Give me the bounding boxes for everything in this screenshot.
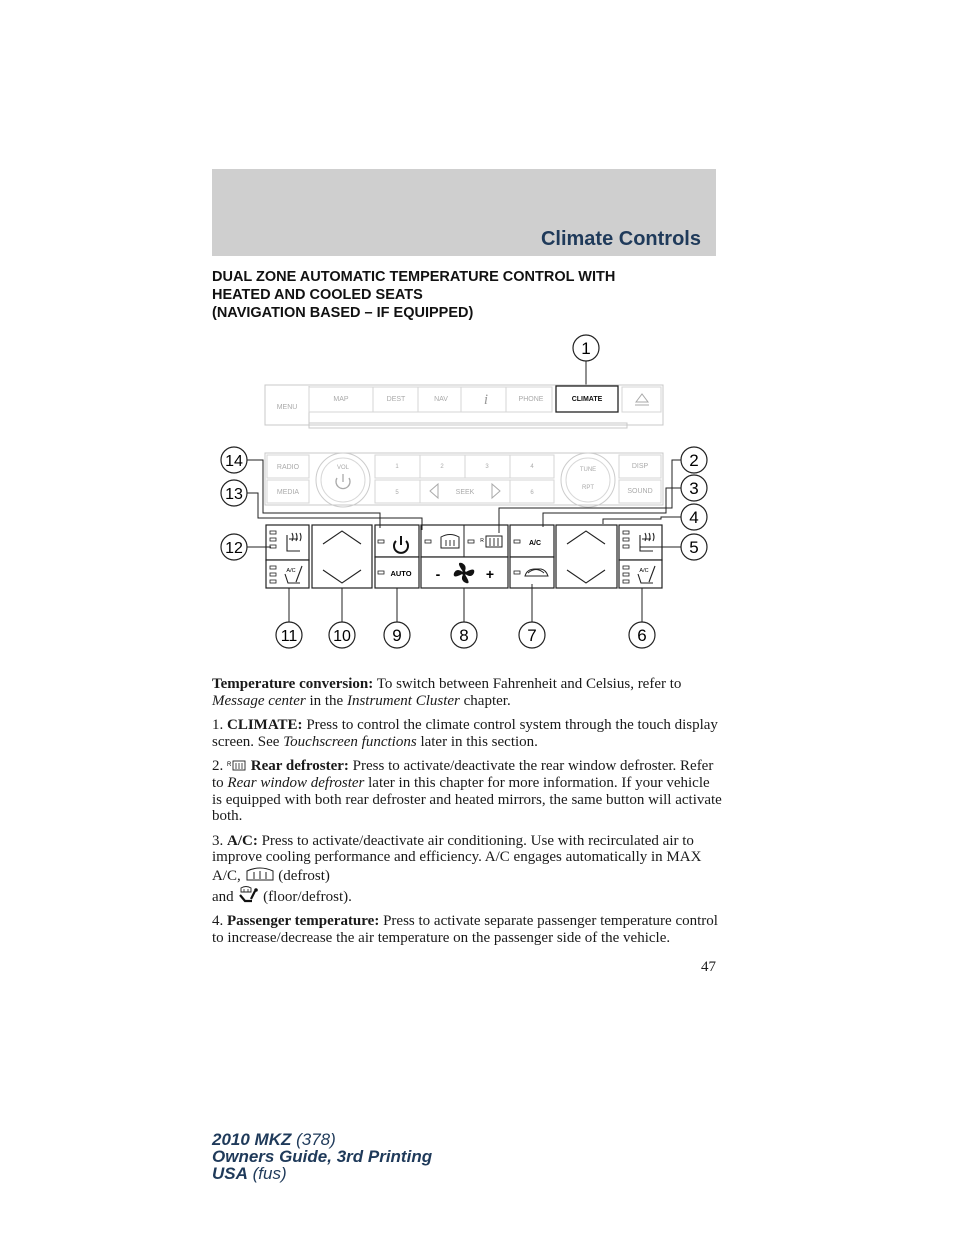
svg-text:1: 1	[581, 339, 591, 358]
callout-9	[384, 622, 410, 648]
passenger-cooled-seat-label: A/C	[639, 568, 649, 574]
seek-label: SEEK	[455, 489, 475, 496]
callout-10	[329, 622, 355, 648]
preset-1: 1	[395, 464, 399, 470]
top-nav-panel	[265, 385, 663, 428]
climate-button: CLIMATE	[571, 396, 603, 403]
footer: 2010 MKZ (378) Owners Guide, 3rd Printing USA (fus)	[212, 1130, 433, 1183]
svg-text:3: 3	[689, 479, 699, 498]
chapter-title: Climate Controls	[540, 228, 701, 250]
body-text	[212, 676, 722, 954]
page-number: 47	[701, 959, 716, 975]
svg-text:4: 4	[689, 508, 699, 527]
rear-defrost-icon	[227, 760, 247, 772]
callout-11	[276, 622, 302, 648]
callout-14	[221, 447, 247, 473]
callout-6	[629, 622, 655, 648]
svg-text:5: 5	[689, 538, 699, 557]
svg-text:7: 7	[527, 626, 537, 645]
svg-text:6: 6	[637, 626, 647, 645]
preset-2: 2	[440, 464, 444, 470]
info-button: i	[483, 392, 489, 408]
sound-button: SOUND	[627, 488, 653, 495]
preset-5: 5	[395, 490, 399, 496]
fan-plus: +	[485, 566, 495, 582]
item-2-rear-defroster: 2. R Rear defroster: Press to activate/deactivate the rear window defroster. Refer to Rear window defroster later in this chapter for more information. If your vehicle is equipped with both rear defroster and heated mirrors, the same button will activate both.	[212, 758, 722, 825]
climate-panel	[266, 525, 662, 588]
radio-panel	[265, 453, 663, 507]
svg-text:13: 13	[225, 486, 243, 503]
preset-4: 4	[530, 464, 534, 470]
callout-1	[573, 335, 599, 386]
callout-7	[519, 622, 545, 648]
phone-button: PHONE	[518, 396, 544, 403]
nav-button: NAV	[434, 396, 448, 403]
vol-knob-label: VOL	[336, 465, 350, 471]
section-heading-line-2: HEATED AND COOLED SEATS	[212, 287, 423, 303]
preset-3: 3	[485, 464, 489, 470]
disp-button: DISP	[631, 463, 649, 470]
item-4-passenger-temperature: 4. Passenger temperature: Press to activate separate passenger temperature control to increase/decrease the air temperature on the passenger side of the vehicle.	[212, 913, 718, 946]
callout-4	[681, 504, 707, 530]
rpt-label: RPT	[582, 485, 594, 491]
section-heading-line-1: DUAL ZONE AUTOMATIC TEMPERATURE CONTROL WITH	[212, 269, 616, 285]
callout-3	[681, 475, 707, 501]
defrost-icon	[245, 866, 275, 882]
ac-button-label: A/C	[528, 540, 542, 547]
svg-text:9: 9	[392, 626, 402, 645]
temp-conversion-paragraph: Temperature conversion: To switch between Fahrenheit and Celsius, refer to Message center in the Instrument Cluster chapter.	[212, 676, 682, 709]
floor-defrost-icon	[237, 885, 259, 903]
svg-text:11: 11	[280, 628, 298, 645]
callout-13	[221, 480, 247, 506]
dest-button: DEST	[386, 396, 406, 403]
header-bar	[212, 169, 716, 256]
preset-6: 6	[530, 490, 534, 496]
callout-2	[681, 447, 707, 473]
callout-5	[681, 534, 707, 560]
radio-button: RADIO	[276, 464, 300, 471]
auto-button-label: AUTO	[390, 569, 412, 578]
media-button: MEDIA	[276, 489, 300, 496]
fan-minus: -	[435, 566, 441, 582]
tune-knob-label: TUNE	[579, 467, 597, 473]
svg-text:12: 12	[225, 540, 243, 557]
svg-text:R: R	[227, 762, 232, 769]
svg-text:8: 8	[459, 626, 469, 645]
map-button: MAP	[333, 396, 349, 403]
svg-text:10: 10	[333, 628, 351, 645]
section-heading	[212, 268, 716, 322]
rear-defrost-r: R	[480, 538, 484, 544]
menu-button: MENU	[276, 404, 298, 411]
svg-text:14: 14	[225, 453, 243, 470]
callout-8	[451, 622, 477, 648]
driver-cooled-seat-label: A/C	[286, 568, 296, 574]
svg-text:2: 2	[689, 451, 699, 470]
section-heading-line-3: (NAVIGATION BASED – IF EQUIPPED)	[212, 305, 474, 321]
item-3-ac: 3. A/C: Press to activate/deactivate air conditioning. Use with recirculated air to improve cooling performance and efficiency. A/C engages automatically in MAX A/C, (defrost) and (floor/defrost).	[212, 832, 702, 905]
climate-control-diagram	[210, 330, 720, 660]
callout-12	[221, 534, 247, 560]
item-1-climate: 1. CLIMATE: Press to control the climate control system through the touch display screen. See Touchscreen functions later in this section.	[212, 717, 718, 750]
